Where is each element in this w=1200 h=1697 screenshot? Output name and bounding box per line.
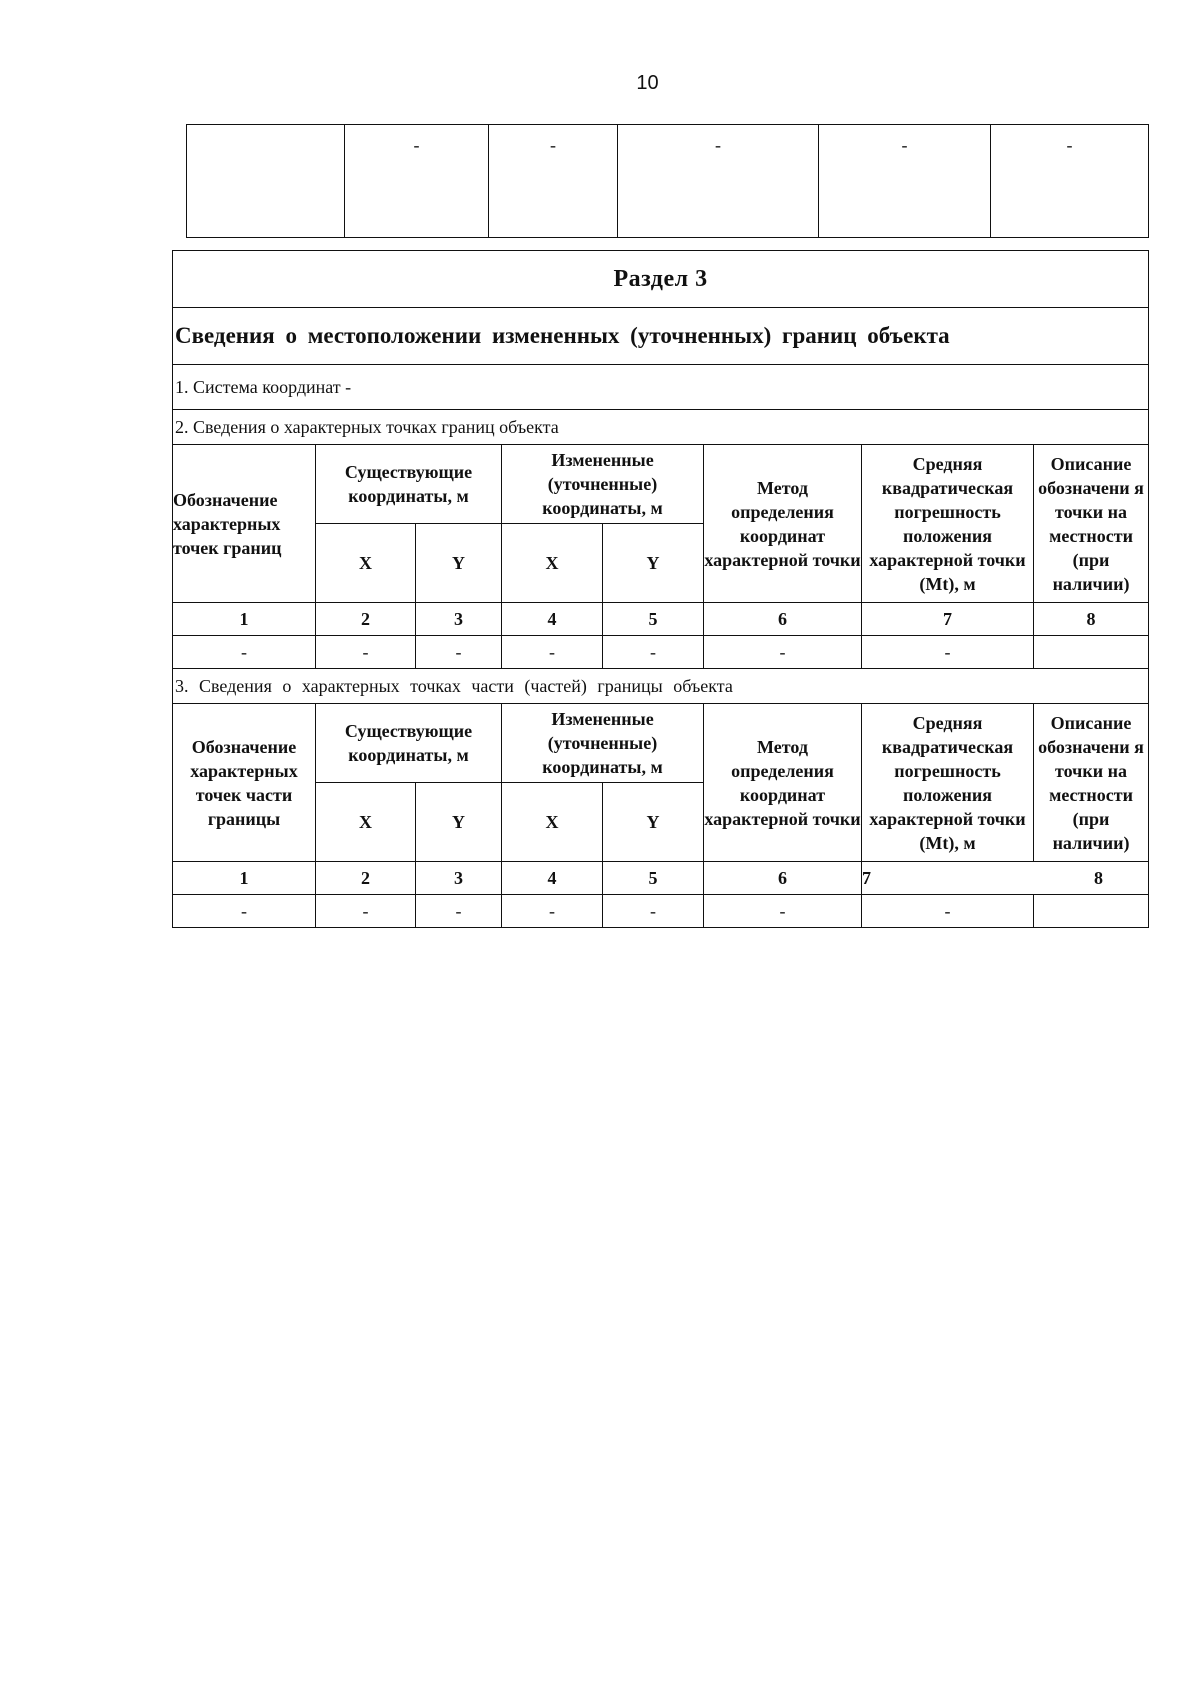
column-number: 1 — [173, 862, 316, 895]
page-number: 10 — [636, 72, 659, 94]
header-description: Описание обозначени я точки на местности (при наличии) — [1034, 445, 1149, 603]
part2-title: 2. Сведения о характерных точках границ объекта — [173, 410, 1149, 445]
table-row — [173, 636, 1149, 669]
table-cell — [1034, 636, 1149, 669]
header-error: Средняя квадратическая погрешность положения характерной точки (Mt), м — [862, 445, 1034, 603]
column-number: 7 — [862, 867, 871, 888]
header-x: X — [502, 783, 603, 862]
table-cell: - — [603, 636, 704, 669]
table-cell: - — [502, 895, 603, 928]
column-number: 8 — [1094, 867, 1104, 888]
column-number: 2 — [316, 862, 416, 895]
table3-column-numbers — [173, 862, 1149, 895]
table-cell — [1034, 895, 1149, 928]
column-number: 6 — [704, 862, 862, 895]
table-cell: - — [173, 636, 316, 669]
section-subtitle-row — [173, 308, 1149, 365]
table-cell: - — [489, 125, 618, 238]
header-existing-coords: Существующие координаты, м — [316, 445, 502, 524]
column-number: 7 — [862, 603, 1034, 636]
header-x: X — [316, 524, 416, 603]
header-description: Описание обозначени я точки на местности (при наличии) — [1034, 704, 1149, 862]
header-changed-coords: Измененные (уточненные) координаты, м — [502, 704, 704, 783]
column-number: 2 — [316, 603, 416, 636]
table-cell: - — [819, 125, 991, 238]
table-cell — [187, 125, 345, 238]
table-cell: - — [416, 636, 502, 669]
column-number: 5 — [603, 862, 704, 895]
table-cell: - — [416, 895, 502, 928]
coordinate-system-row — [173, 365, 1149, 410]
header-y: Y — [416, 783, 502, 862]
table-row — [173, 895, 1149, 928]
column-number: 3 — [416, 862, 502, 895]
part3-title: 3. Сведения о характерных точках части (частей) границы объекта — [173, 669, 1149, 704]
header-method: Метод определения координат характерной точки — [704, 445, 862, 603]
table-cell: - — [502, 636, 603, 669]
table-cell: - — [862, 636, 1034, 669]
header-x: X — [316, 783, 416, 862]
column-number-merged — [862, 862, 1149, 895]
header-y: Y — [416, 524, 502, 603]
table2-column-numbers — [173, 603, 1149, 636]
part2-title-row — [173, 410, 1149, 445]
section-3-table — [172, 250, 1149, 928]
column-number: 8 — [1034, 603, 1149, 636]
table-cell: - — [704, 636, 862, 669]
table2-header-row — [173, 445, 1149, 524]
table-row — [187, 125, 1149, 238]
header-designation: Обозначение характерных точек границ — [173, 445, 316, 603]
continuation-table — [186, 124, 1149, 238]
header-changed-coords: Измененные (уточненные) координаты, м — [502, 445, 704, 524]
table-cell: - — [345, 125, 489, 238]
section-title-row — [173, 251, 1149, 308]
table-cell: - — [316, 636, 416, 669]
column-number: 5 — [603, 603, 704, 636]
table3-header-row — [173, 704, 1149, 783]
table-cell: - — [618, 125, 819, 238]
table-cell: - — [316, 895, 416, 928]
table-cell: - — [603, 895, 704, 928]
column-number: 4 — [502, 862, 603, 895]
header-x: X — [502, 524, 603, 603]
table-cell: - — [991, 125, 1149, 238]
section-subtitle: Сведения о местоположении измененных (уточненных) границ объекта — [173, 308, 1149, 365]
header-existing-coords: Существующие координаты, м — [316, 704, 502, 783]
header-y: Y — [603, 524, 704, 603]
part3-title-row — [173, 669, 1149, 704]
coordinate-system: 1. Система координат - — [173, 365, 1149, 410]
column-number: 3 — [416, 603, 502, 636]
column-number: 6 — [704, 603, 862, 636]
column-number: 4 — [502, 603, 603, 636]
header-method: Метод определения координат характерной точки — [704, 704, 862, 862]
section-title: Раздел 3 — [173, 251, 1149, 308]
header-y: Y — [603, 783, 704, 862]
table-cell: - — [704, 895, 862, 928]
table-cell: - — [173, 895, 316, 928]
header-designation: Обозначение характерных точек части границы — [173, 704, 316, 862]
column-number: 1 — [173, 603, 316, 636]
header-error: Средняя квадратическая погрешность положения характерной точки (Mt), м — [862, 704, 1034, 862]
table-cell: - — [862, 895, 1034, 928]
